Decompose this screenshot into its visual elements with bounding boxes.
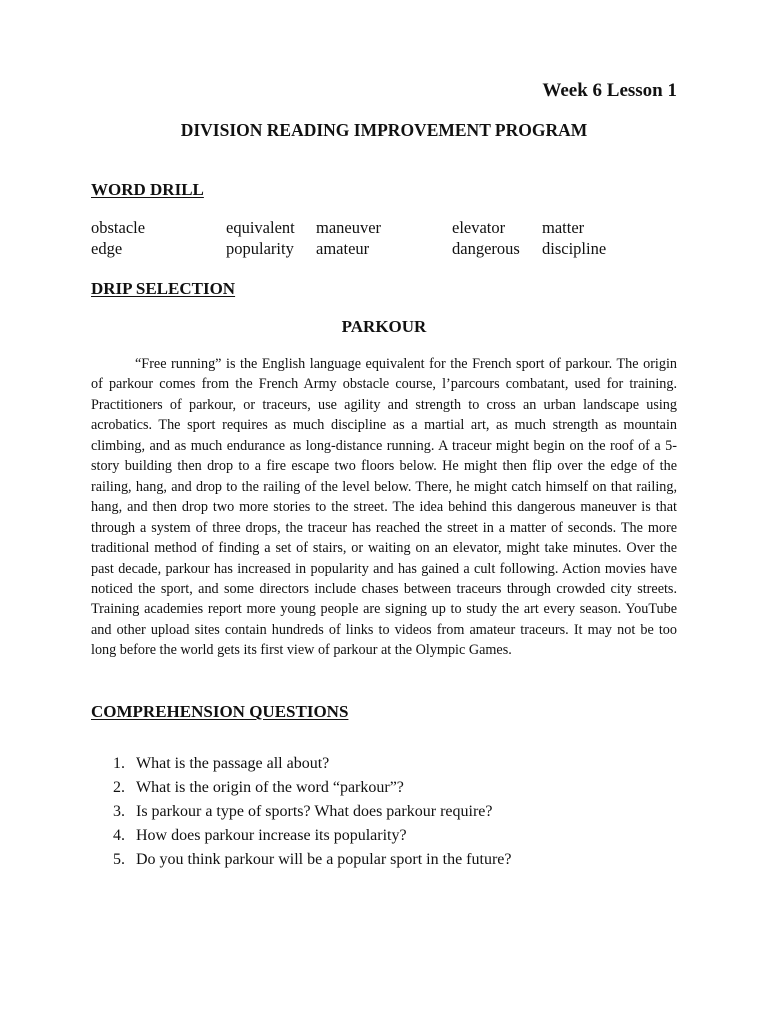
drill-word: dangerous <box>452 239 520 258</box>
word-drill-row <box>91 218 691 239</box>
drill-word: amateur <box>316 239 370 258</box>
question-number: 5. <box>113 851 125 868</box>
drill-word: elevator <box>452 218 506 237</box>
question-number: 4. <box>113 827 125 844</box>
week-lesson-label: Week 6 Lesson 1 <box>542 80 677 101</box>
comprehension-question-list <box>91 752 651 872</box>
word-drill-row <box>91 239 691 260</box>
passage-title: PARKOUR <box>341 317 427 336</box>
comprehension-heading: COMPREHENSION QUESTIONS <box>91 702 349 721</box>
drill-word: edge <box>91 239 123 258</box>
drill-word: equivalent <box>226 218 295 237</box>
question-text: What is the origin of the word “parkour”? <box>136 779 404 796</box>
drip-selection-heading: DRIP SELECTION <box>91 279 236 298</box>
drill-word: popularity <box>226 239 294 258</box>
question-item <box>91 824 651 848</box>
word-drill-heading: WORD DRILL <box>91 180 204 199</box>
question-text: How does parkour increase its popularity? <box>136 827 407 844</box>
question-item <box>91 776 651 800</box>
question-number: 3. <box>113 803 125 820</box>
drill-word: obstacle <box>91 218 146 237</box>
question-item <box>91 800 651 824</box>
drill-word: matter <box>542 218 585 237</box>
question-number: 2. <box>113 779 125 796</box>
question-text: What is the passage all about? <box>136 755 330 772</box>
drill-word: discipline <box>542 239 607 258</box>
question-item <box>91 752 651 776</box>
question-text: Is parkour a type of sports? What does parkour require? <box>136 803 493 820</box>
passage-body: “Free running” is the English language equivalent for the French sport of parkour. The origin of parkour comes from the French Army obstacle course, l’parcours combatant, used for training. Practitioners of parkour, or traceurs, use agility and strength to cross an urban landscape using acrobatics. The sport requires as much discipline as a martial art, as much strength as mountain climbing, and as much endurance as long-distance running. A traceur might begin on the roof of a 5-story building then drop to a fire escape two floors below. He might then flip over the edge of the railing, hang, and drop to the railing of the level below. There, he might catch himself on that railing, hang, and then drop two more stories to the street. The idea behind this dangerous maneuver is that through a system of three drops, the traceur has reached the street in a matter of seconds. The more traditional method of finding a set of stairs, or waiting on an elevator, might take minutes. Over the past decade, parkour has increased in popularity and has gained a cult following. Action movies have noticed the sport, and some directors include chases between traceurs through crowded city streets. Training academies report more young people are signing up to study the art every season. YouTube and other upload sites contain hundreds of links to videos from amateur traceurs. It may not be too long before the world gets its first view of parkour at the Olympic Games. <box>91 356 677 659</box>
drill-word: maneuver <box>316 218 382 237</box>
program-title: DIVISION READING IMPROVEMENT PROGRAM <box>180 120 588 140</box>
question-item <box>91 848 651 872</box>
question-number: 1. <box>113 755 125 772</box>
question-text: Do you think parkour will be a popular sport in the future? <box>136 851 512 868</box>
word-drill-grid <box>91 218 691 260</box>
